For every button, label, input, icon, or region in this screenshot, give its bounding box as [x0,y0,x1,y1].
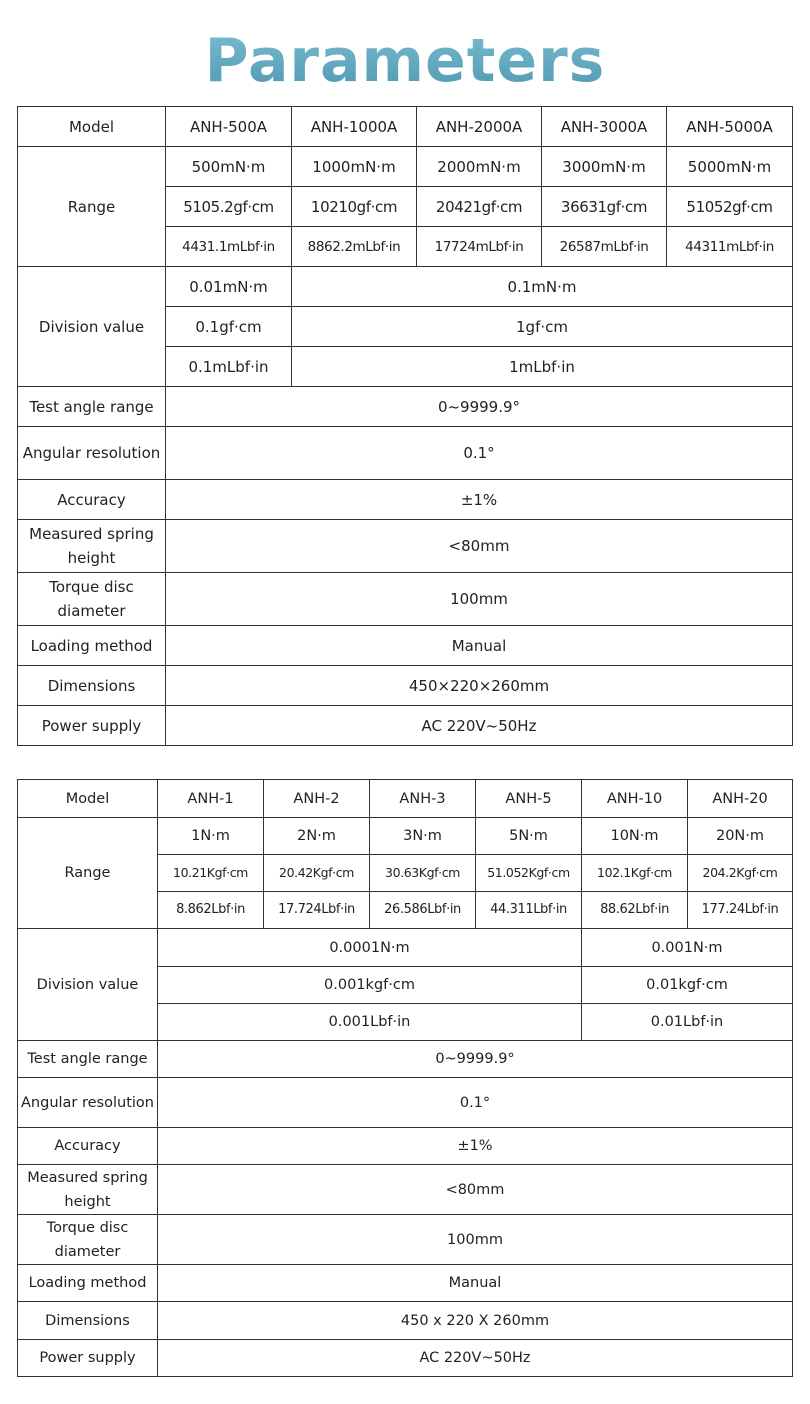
division-cell: 0.1gf·cm [166,307,292,347]
row-value: AC 220V~50Hz [166,706,793,746]
table-row [18,573,793,626]
row-label: Dimensions [18,666,166,706]
row-label: Dimensions [18,1302,158,1340]
row-value: 0~9999.9° [158,1041,793,1078]
range-cell: 204.2Kgf·cm [688,855,793,892]
range-cell: 30.63Kgf·cm [370,855,476,892]
model-cell: ANH-3 [370,780,476,818]
table-row [18,780,793,818]
table-row [18,1041,793,1078]
row-label: Accuracy [18,480,166,520]
range-cell: 44311mLbf·in [667,227,793,267]
table-row [18,147,793,187]
range-cell: 500mN·m [166,147,292,187]
table-row [18,107,793,147]
division-label: Division value [18,929,158,1041]
model-cell: ANH-2 [264,780,370,818]
row-label: Accuracy [18,1128,158,1165]
range-cell: 2000mN·m [417,147,542,187]
range-cell: 1000mN·m [292,147,417,187]
range-cell: 10.21Kgf·cm [158,855,264,892]
range-cell: 3000mN·m [542,147,667,187]
division-cell: 0.001Lbf·in [158,1004,582,1041]
range-label: Range [18,147,166,267]
division-cell: 0.01kgf·cm [582,967,793,1004]
row-value: Manual [158,1265,793,1302]
row-value: <80mm [158,1165,793,1215]
division-cell: 0.01Lbf·in [582,1004,793,1041]
range-cell: 1N·m [158,818,264,855]
row-label: Angular resolution [18,1078,158,1128]
division-cell: 0.0001N·m [158,929,582,967]
row-value: 100mm [158,1215,793,1265]
parameters-table-2 [17,779,793,1377]
page-title: Parameters [0,18,810,104]
division-label: Division value [18,267,166,387]
model-cell: ANH-20 [688,780,793,818]
range-cell: 44.311Lbf·in [476,892,582,929]
range-cell: 2N·m [264,818,370,855]
range-cell: 20.42Kgf·cm [264,855,370,892]
range-cell: 51052gf·cm [667,187,793,227]
table-row [18,626,793,666]
row-value: 450 x 220 X 260mm [158,1302,793,1340]
range-cell: 10N·m [582,818,688,855]
model-cell: ANH-3000A [542,107,667,147]
division-cell: 0.001N·m [582,929,793,967]
row-value: 0.1° [166,427,793,480]
row-label: Torque disc diameter [18,573,166,626]
range-cell: 102.1Kgf·cm [582,855,688,892]
model-cell: ANH-1 [158,780,264,818]
range-cell: 51.052Kgf·cm [476,855,582,892]
division-cell: 0.1mLbf·in [166,347,292,387]
row-label: Test angle range [18,387,166,427]
model-label: Model [18,780,158,818]
table-row [18,1165,793,1215]
row-label: Angular resolution [18,427,166,480]
model-cell: ANH-2000A [417,107,542,147]
range-cell: 20421gf·cm [417,187,542,227]
model-cell: ANH-500A [166,107,292,147]
range-cell: 8862.2mLbf·in [292,227,417,267]
division-cell: 0.1mN·m [292,267,793,307]
division-cell: 1gf·cm [292,307,793,347]
row-value: 450×220×260mm [166,666,793,706]
table-row [18,1340,793,1377]
row-label: Measured spring height [18,1165,158,1215]
row-value: Manual [166,626,793,666]
range-cell: 20N·m [688,818,793,855]
model-cell: ANH-1000A [292,107,417,147]
range-cell: 36631gf·cm [542,187,667,227]
range-cell: 10210gf·cm [292,187,417,227]
row-label: Loading method [18,1265,158,1302]
range-cell: 5105.2gf·cm [166,187,292,227]
table-row [18,387,793,427]
row-label: Loading method [18,626,166,666]
table-row [18,520,793,573]
table-row [18,267,793,307]
table-row [18,666,793,706]
range-label: Range [18,818,158,929]
range-cell: 17.724Lbf·in [264,892,370,929]
table-row [18,929,793,967]
table-row [18,1302,793,1340]
range-cell: 8.862Lbf·in [158,892,264,929]
row-label: Test angle range [18,1041,158,1078]
row-value: AC 220V~50Hz [158,1340,793,1377]
row-value: 0.1° [158,1078,793,1128]
range-cell: 5N·m [476,818,582,855]
model-cell: ANH-5 [476,780,582,818]
range-cell: 88.62Lbf·in [582,892,688,929]
row-label: Torque disc diameter [18,1215,158,1265]
table-row [18,427,793,480]
row-value: ±1% [158,1128,793,1165]
row-value: ±1% [166,480,793,520]
range-cell: 26.586Lbf·in [370,892,476,929]
table-row [18,1265,793,1302]
range-cell: 17724mLbf·in [417,227,542,267]
row-label: Power supply [18,706,166,746]
model-cell: ANH-5000A [667,107,793,147]
table-row [18,818,793,855]
table-row [18,1128,793,1165]
row-label: Power supply [18,1340,158,1377]
division-cell: 0.01mN·m [166,267,292,307]
range-cell: 4431.1mLbf·in [166,227,292,267]
range-cell: 3N·m [370,818,476,855]
model-label: Model [18,107,166,147]
table-row [18,1078,793,1128]
row-value: 100mm [166,573,793,626]
table-row [18,1215,793,1265]
parameters-table-1 [17,106,793,746]
range-cell: 177.24Lbf·in [688,892,793,929]
row-value: 0~9999.9° [166,387,793,427]
range-cell: 26587mLbf·in [542,227,667,267]
division-cell: 1mLbf·in [292,347,793,387]
table-row [18,480,793,520]
range-cell: 5000mN·m [667,147,793,187]
division-cell: 0.001kgf·cm [158,967,582,1004]
model-cell: ANH-10 [582,780,688,818]
row-value: <80mm [166,520,793,573]
row-label: Measured spring height [18,520,166,573]
table-row [18,706,793,746]
